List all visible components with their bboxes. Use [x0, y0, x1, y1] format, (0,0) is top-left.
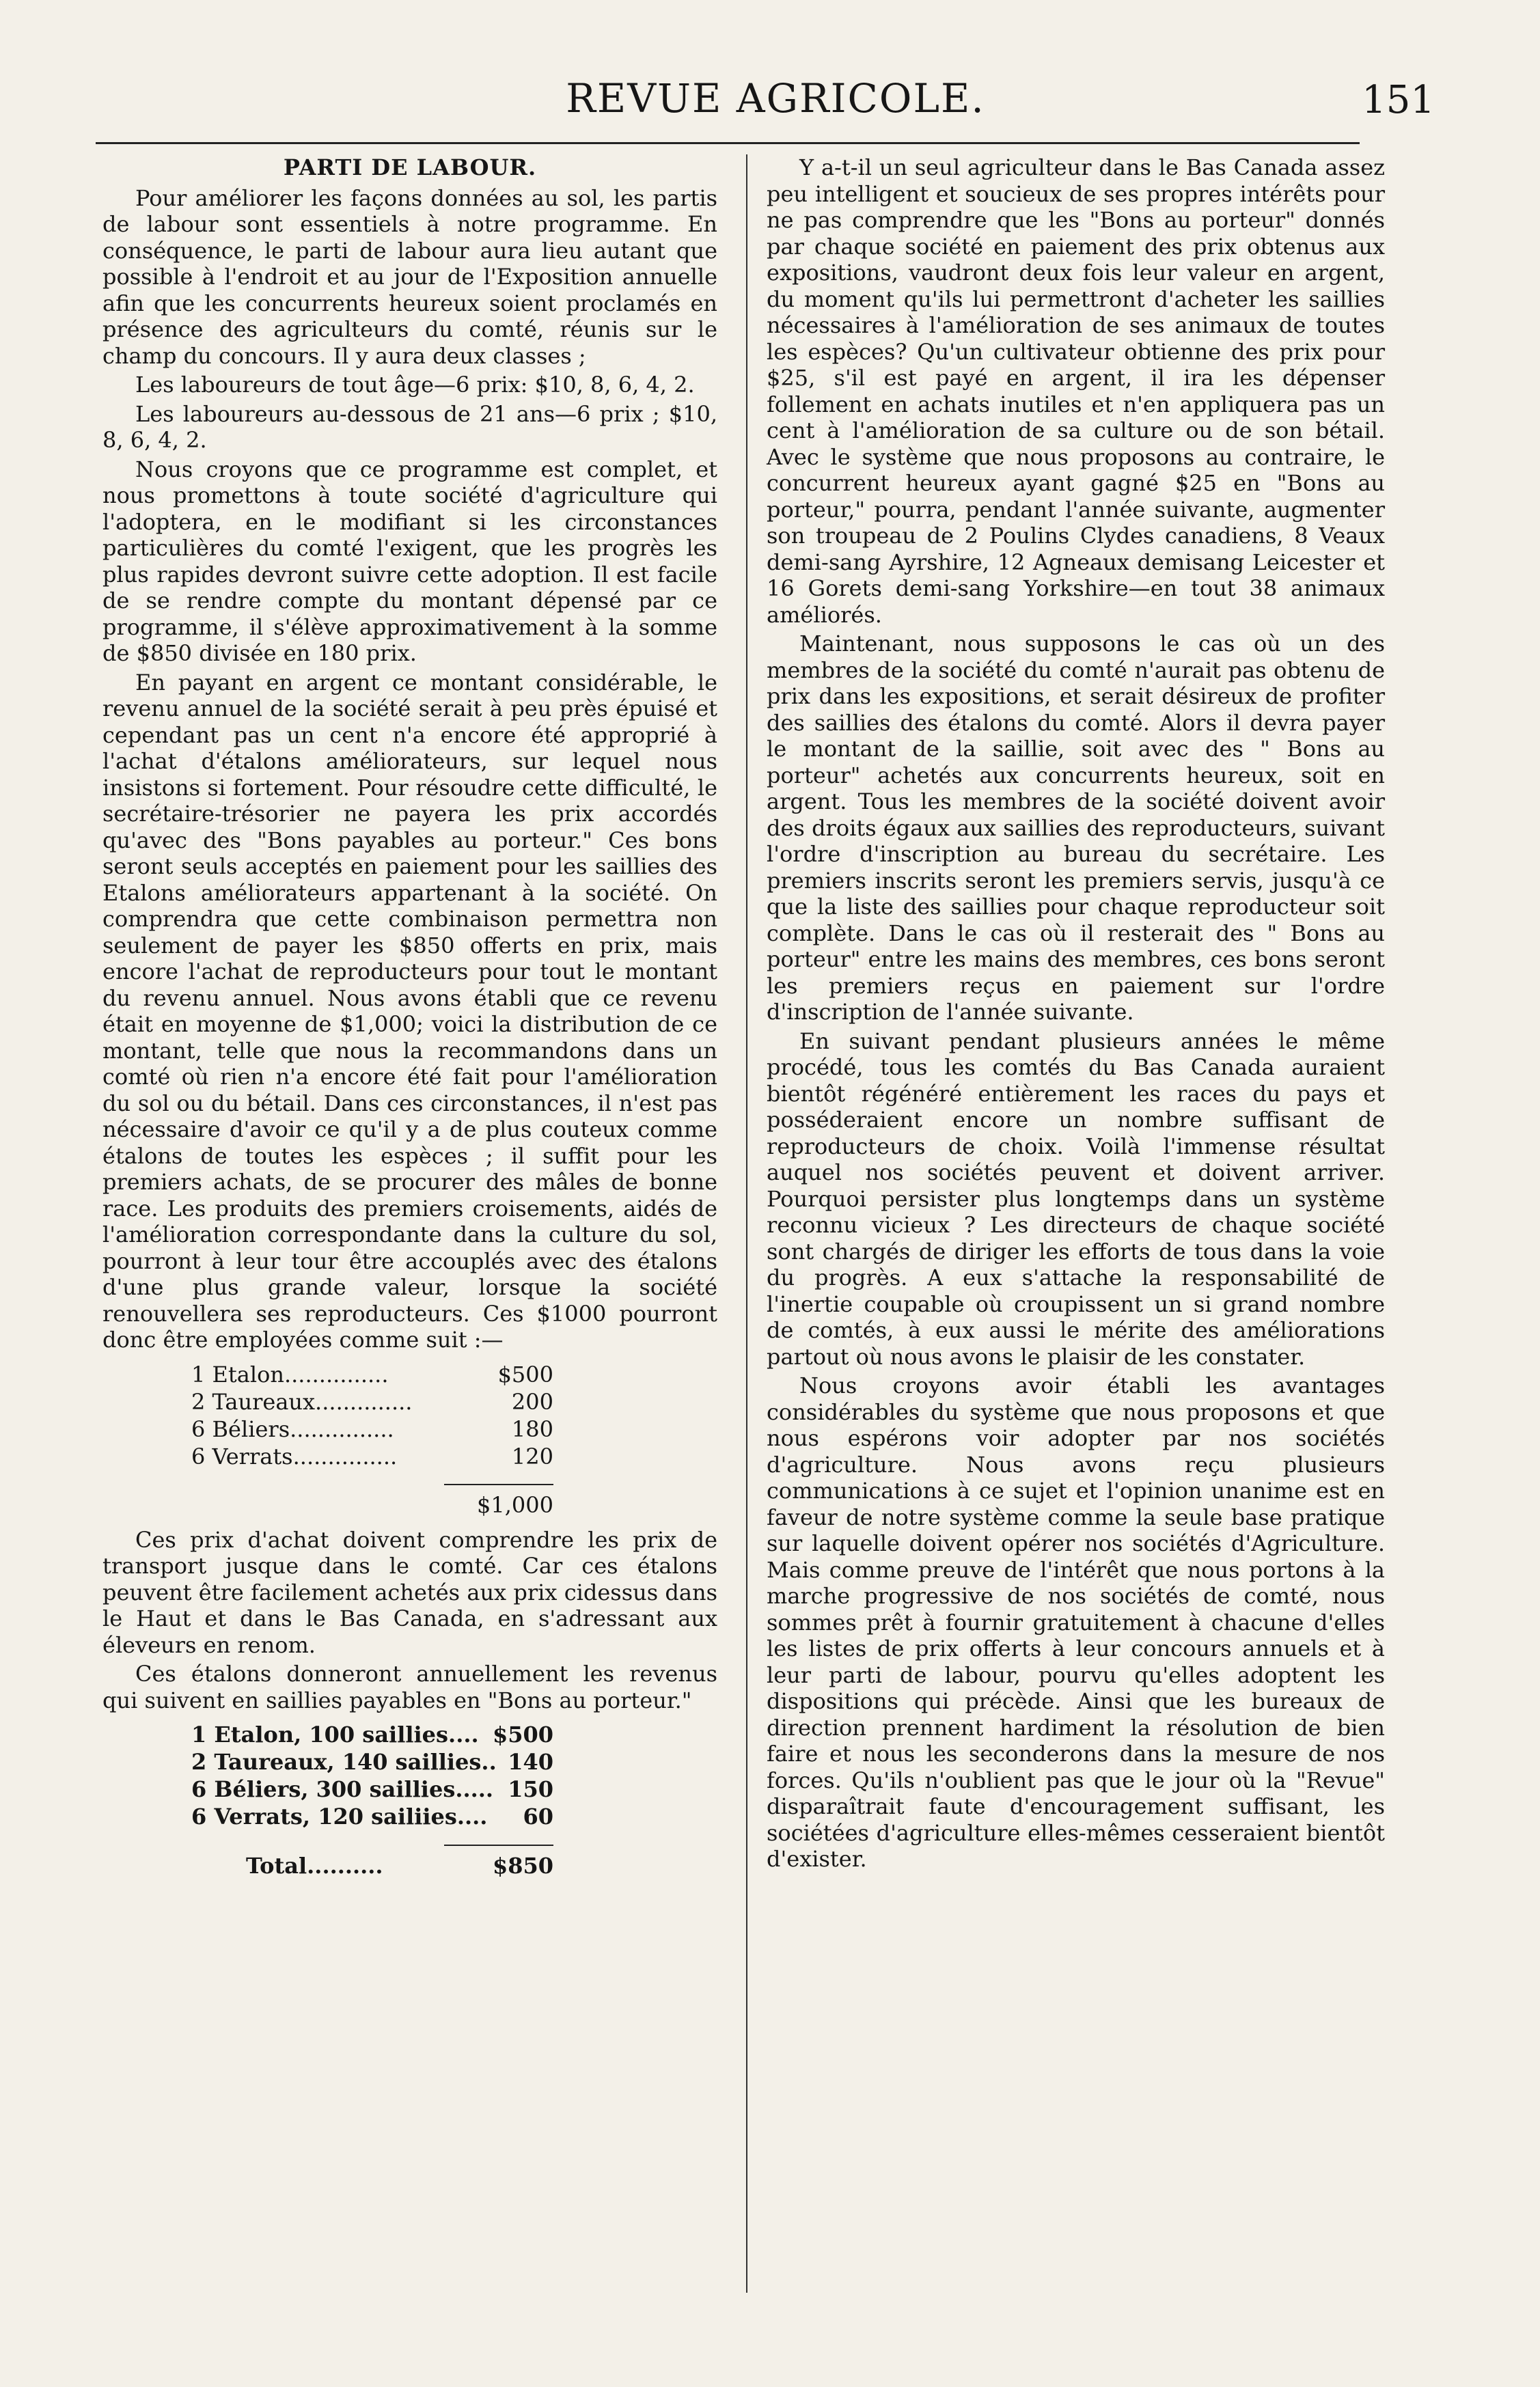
revenue-table [102, 1722, 717, 1879]
table-row [102, 1362, 717, 1389]
row-value: $500 [497, 1361, 553, 1388]
paragraph: En suivant pendant plusieurs années le même procédé, tous les comtés du Bas Canada auraient bientôt régénéré entièrement les races du pays et posséderaient encore un nombre suffisant de reproducteurs de choix. Voilà l'immense résultat auquel nos sociétés peuvent et doivent arriver. Pourquoi persister plus longtemps dans un système reconnu vicieux ? Les directeurs de chaque société sont chargés de diriger les efforts de tous dans la voie du progrès. A eux s'attache la responsabilité de l'inertie coupable où croupissent un si grand nombre de comtés, à eux aussi le mérite des améliorations partout où nous avons le plaisir de les constater. [767, 1027, 1385, 1370]
paragraph: Nous croyons avoir établi les avantages considérables du système que nous proposons et que nous espérons voir adopter par nos sociétés d'agriculture. Nous avons reçu plusieurs communications à ce sujet et l'opinion unanime est en faveur de notre système comme la seule base pratique sur laquelle doivent opérer nos sociétés d'Agriculture. Mais comme preuve de l'intérêt que nous portons à la marche progressive de nos sociétés de comté, nous sommes prêt à fournir gratuitement à chacune d'elles les listes de prix offerts à leur concours annuels et à leur parti de labour, pourvu qu'elles adoptent les dispositions qui précède. Ainsi que les bureaux de direction prennent hardiment la résolution de bien faire et nous les seconderons dans la mesure de nos forces. Qu'ils n'oublient pas que le jour où la "Revue" disparaîtrait faute d'encouragement suffisant, les sociétées d'agriculture elles-mêmes cesseraient bientôt d'exister. [767, 1372, 1385, 1872]
paragraph: Y a-t-il un seul agriculteur dans le Bas Canada assez peu intelligent et soucieux de ses propres intérêts pour ne pas comprendre que les "Bons au porteur" donnés par chaque société en paiement des prix obtenus aux expositions, vaudront deux fois leur valeur en argent, du moment qu'ils lui permettront d'acheter les saillies nécessaires à l'amélioration de ses animaux de toutes les espèces? Qu'un cultivateur obtienne des prix pour $25, s'il est payé en argent, il ira les dépenser follement en achats inutiles et n'en appliquera pas un cent à l'amélioration de sa culture ou de son bétail. Avec le système que nous proposons au contraire, le concurrent heureux ayant gagné $25 en "Bons au porteur," pourra, pendant l'année suivante, augmenter son troupeau de 2 Poulins Clydes canadiens, 8 Veaux demi-sang Ayrshire, 12 Agneaux demisang Leicester et 16 Gorets demi-sang Yorkshire—en tout 38 animaux améliorés. [767, 154, 1385, 628]
row-label: 2 Taureaux, 140 saillies.. [191, 1749, 497, 1775]
paragraph: Les laboureurs au-dessous de 21 ans—6 prix ; $10, 8, 6, 4, 2. [102, 400, 717, 453]
row-label: 2 Taureaux.............. [191, 1388, 413, 1415]
table-row [102, 1722, 717, 1749]
paragraph: Maintenant, nous supposons le cas où un des membres de la société du comté n'aurait pas obtenu de prix dans les expositions, et serait désireux de profiter des saillies des étalons du comté. Alors il devra payer le montant de la saillie, soit avec des " Bons au porteur" achetés aux concurrents heureux, soit en argent. Tous les membres de la société doivent avoir des droits égaux aux saillies des reproducteurs, suivant l'ordre d'inscription au bureau du secrétaire. Les premiers inscrits seront les premiers servis, jusqu'à ce que la liste des saillies pour chaque reproducteur soit complète. Dans le cas où il resterait des " Bons au porteur" entre les mains des membres, ces bons seront les premiers reçus en paiement sur l'ordre d'inscription de l'année suivante. [767, 631, 1385, 1025]
row-value: 200 [511, 1388, 553, 1415]
table-total-row [102, 1471, 717, 1519]
row-label: 6 Verrats, 120 sailiies.... [191, 1804, 488, 1830]
row-value: 140 [508, 1749, 553, 1775]
paragraph: En payant en argent ce montant considérable, le revenu annuel de la société serait à peu près épuisé et cependant pas un cent n'a encore été approprié à l'achat d'étalons améliorateurs, sur lequel nous insistons si fortement. Pour résoudre cette difficulté, le secrétaire-trésorier ne payera les prix accordés qu'avec des "Bons payables au porteur." Ces bons seront seuls acceptés en paiement pour les saillies des Etalons améliorateurs appartenant à la société. On comprendra que cette combinaison permettra non seulement de payer les $850 offerts en prix, mais encore l'achat de reproducteurs pour tout le montant du revenu annuel. Nous avons établi que ce revenu était en moyenne de $1,000; voici la distribution de ce montant, telle que nous la recommandons dans un comté où rien n'a encore été fait pour l'amélioration du sol ou du bétail. Dans ces circonstances, il n'est pas nécessaire d'avoir ce qu'il y a de plus couteux comme étalons de toutes les espèces ; il suffit pour les premiers achats, de se procurer des mâles de bonne race. Les produits des premiers croisements, aidés de l'amélioration correspondante dans la culture du sol, pourront à leur tour être accouplés avec des étalons d'une plus grande valeur, lorsque la société renouvellera ses reproducteurs. Ces $1000 pourront donc être employées comme suit :— [102, 669, 717, 1353]
paragraph: Les laboureurs de tout âge—6 prix: $10, 8, 6, 4, 2. [135, 372, 695, 398]
paragraph: Pour améliorer les façons données au sol, les partis de labour sont essentiels à notre programme. En conséquence, le parti de labour aura lieu autant que possible à l'endroit et au jour de l'Exposition annuelle afin que les concurrents heureux soient proclamés en présence des agriculteurs du comté, réunis sur le champ du concours. Il y aura deux classes ; [102, 184, 717, 369]
table-row [102, 1444, 717, 1471]
left-column [102, 154, 717, 1887]
row-label: 6 Béliers, 300 saillies..... [191, 1776, 494, 1802]
table-row [102, 1749, 717, 1776]
table-total: $850 [444, 1845, 553, 1879]
row-label: 1 Etalon, 100 saillies.... [191, 1722, 479, 1748]
paragraph: Ces prix d'achat doivent comprendre les prix de transport jusque dans le comté. Car ces étalons peuvent être facilement achetés aux prix cidessus dans le Haut et dans le Bas Canada, en s'adressant aux éleveurs en renom. [102, 1526, 717, 1658]
table-row [102, 1776, 717, 1804]
page-number: 151 [1362, 78, 1435, 122]
total-label: Total.......... [246, 1852, 383, 1879]
page-header [96, 63, 1455, 138]
column-divider [746, 154, 747, 2293]
right-column [767, 154, 1385, 1875]
running-title: REVUE AGRICOLE. [566, 75, 985, 122]
row-value: $500 [492, 1722, 553, 1748]
table-row [102, 1416, 717, 1444]
section-title: PARTI DE LABOUR. [283, 154, 537, 180]
table-total-row [102, 1831, 717, 1879]
table-row [102, 1804, 717, 1831]
row-value: 150 [508, 1776, 553, 1802]
table-row [102, 1389, 717, 1416]
row-label: 6 Verrats............... [191, 1443, 398, 1470]
header-rule [96, 142, 1360, 144]
row-value: 180 [511, 1416, 553, 1442]
row-value: 120 [511, 1443, 553, 1470]
purchase-table [102, 1362, 717, 1519]
row-label: 1 Etalon............... [191, 1361, 389, 1388]
table-total: $1,000 [444, 1484, 553, 1519]
paragraph: Nous croyons que ce programme est complet, et nous promettons à toute société d'agriculture qui l'adoptera, en le modifiant si les circonstances particulières du comté l'exigent, que les progrès les plus rapides devront suivre cette adoption. Il est facile de se rendre compte du montant dépensé par ce programme, il s'élève approximativement à la somme de $850 divisée en 180 prix. [102, 456, 717, 666]
paragraph: Ces étalons donneront annuellement les revenus qui suivent en saillies payables en "Bons au porteur." [102, 1661, 717, 1713]
row-value: 60 [523, 1804, 553, 1830]
row-label: 6 Béliers............... [191, 1416, 394, 1442]
